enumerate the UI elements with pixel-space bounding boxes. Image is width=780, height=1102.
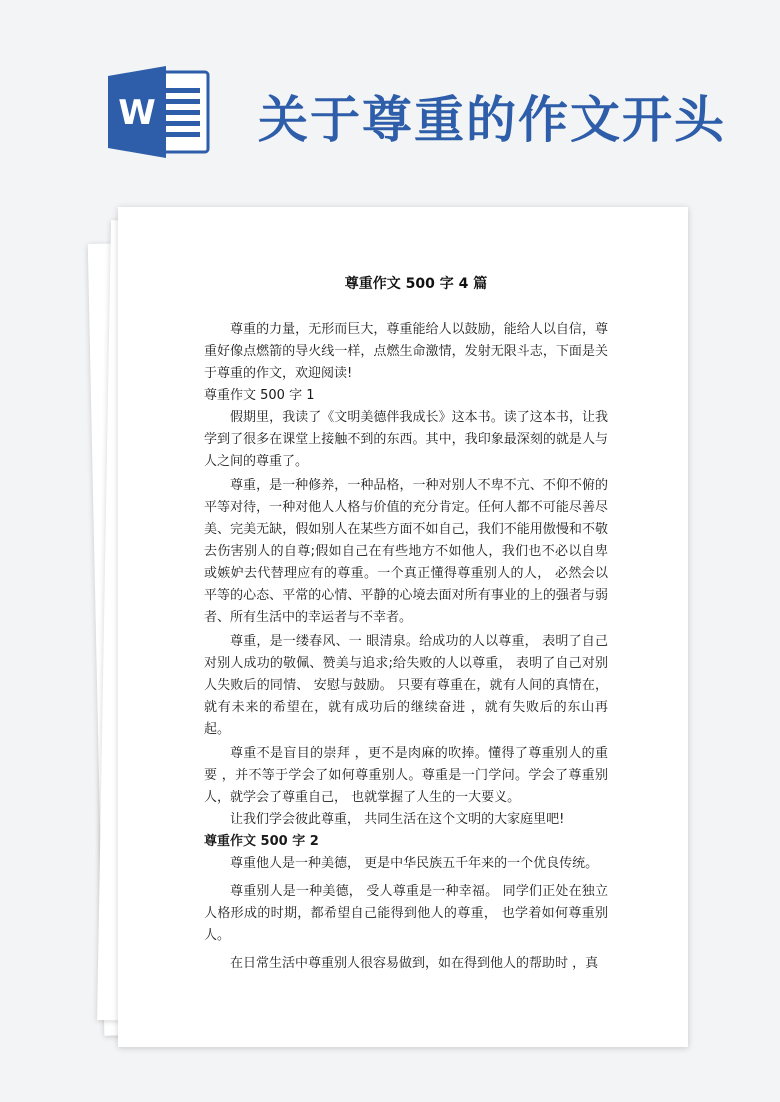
paragraph: 让我们学会彼此尊重， 共同生活在这个文明的大家庭里吧! (230, 812, 565, 827)
section-heading-2: 尊重作文 500 字 2 (204, 834, 319, 849)
paragraph: 尊重，是一种修养，一种品格，一种对别人不卑不亢、不仰不俯的平等对待，一种对他人人格与价值的充分肯定。任何人都不可能尽善尽美、完美无缺，假如别人在某些方面不如自己，我们不能用傲慢和不敬去伤害别人的自尊;假如自己在有些地方不如他人，我们也不必以自卑或嫉妒去代替理应有的尊重。一个真正懂得尊重别人的人， 必然会以平等的心态、平常的心情、平静的心境去面对所有事业的上的强者与弱者、所有生活中的幸运者与不幸者。 (204, 478, 608, 625)
section-heading-1: 尊重作文 500 字 1 (204, 388, 315, 403)
paragraph: 尊重他人是一种美德， 更是中华民族五千年来的一个优良传统。 (230, 856, 599, 871)
paragraph: 在日常生活中尊重别人很容易做到，如在得到他人的帮助时 ，真 (230, 956, 599, 971)
paragraph: 尊重，是一缕春风、一 眼清泉。给成功的人以尊重， 表明了自己对别人成功的敬佩、赞美与追求;给失败的人以尊重， 表明了自己对别人失败后的同情、 安慰与鼓励。 只要有尊重在，就有人间的真情在，就有未来的希望在，就有成功后的继续奋进 ，就有失败后的东山再起。 (204, 634, 608, 737)
word-document-icon (108, 66, 212, 158)
document-body (204, 273, 608, 977)
document-title: 尊重作文 500 字 4 篇 (344, 276, 488, 292)
svg-text:W: W (118, 93, 156, 133)
intro-paragraph: 尊重的力量，无形而巨大，尊重能给人以鼓励，能给人以自信，尊重好像点燃箭的导火线一样，点燃生命激情，发射无限斗志，下面是关于尊重的作文，欢迎阅读! (204, 322, 608, 381)
page-title: 关于尊重的作文开头 (258, 90, 726, 149)
document-page (118, 207, 688, 1047)
paragraph: 尊重不是盲目的崇拜 ，更不是肉麻的吹捧。懂得了尊重别人的重要 ，并不等于学会了如何尊重别人。尊重是一门学问。学会了尊重别人，就学会了尊重自己， 也就掌握了人生的一大要义。 (204, 746, 608, 805)
paragraph: 假期里，我读了《文明美德伴我成长》这本书。读了这本书，让我学到了很多在课堂上接触不到的东西。其中，我印象最深刻的就是人与人之间的尊重了。 (204, 410, 608, 469)
header-banner (0, 0, 780, 190)
paragraph: 尊重别人是一种美德， 受人尊重是一种幸福。 同学们正处在独立人格形成的时期，都希望自己能得到他人的尊重， 也学着如何尊重别人。 (204, 884, 608, 943)
